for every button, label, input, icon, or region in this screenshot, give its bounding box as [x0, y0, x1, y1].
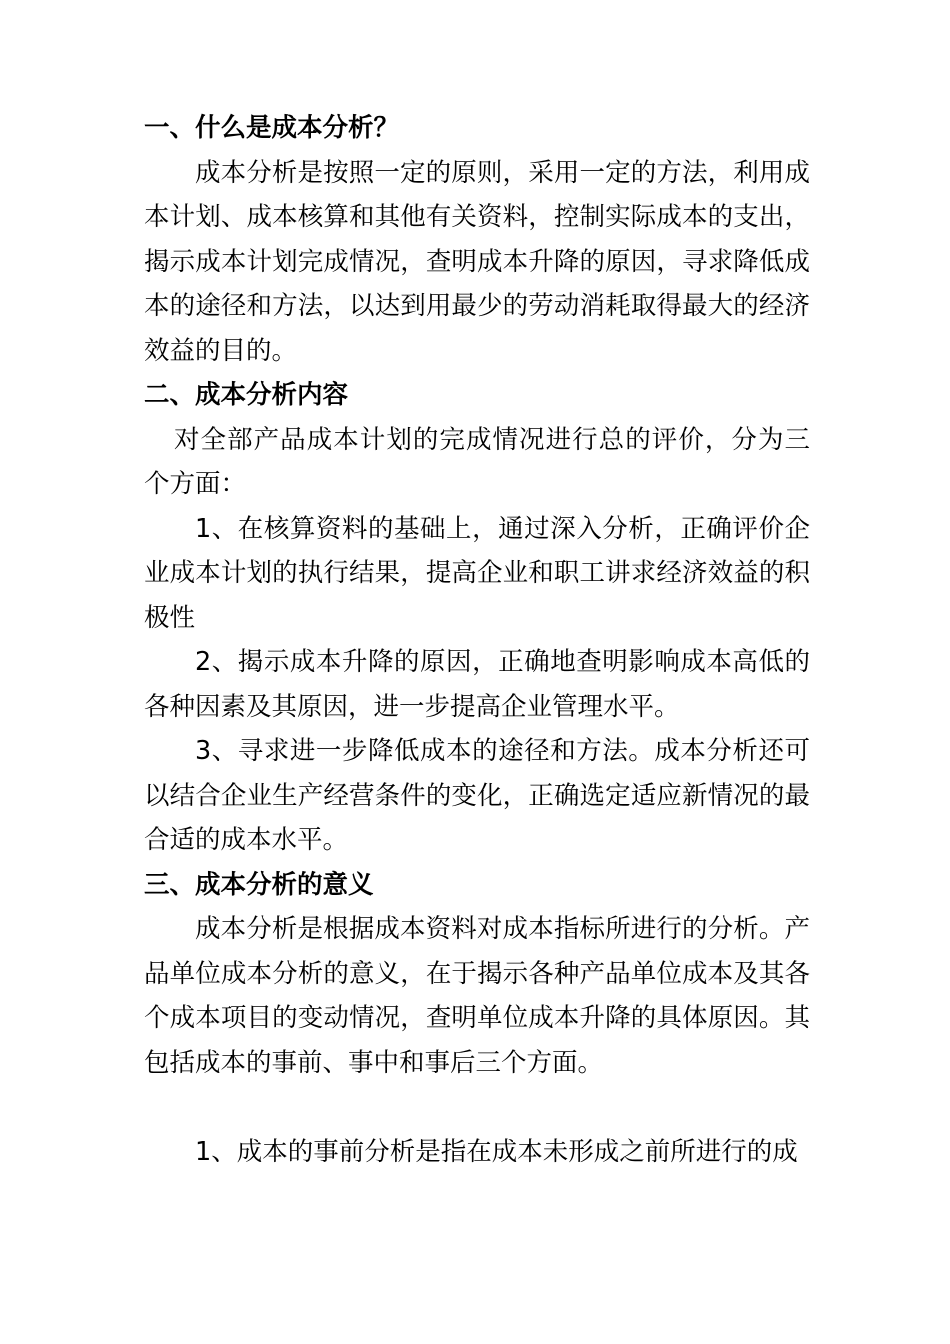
- list-item-1: 1、在核算资料的基础上，通过深入分析，正确评价企业成本计划的执行结果，提高企业和职工讲求经济效益的积极性: [144, 513, 810, 633]
- section-heading-significance: 三、成本分析的意义: [144, 869, 374, 900]
- paragraph-overview: 对全部产品成本计划的完成情况进行总的评价，分为三个方面：: [144, 424, 810, 499]
- blank-line: [144, 1085, 810, 1130]
- paragraph-significance: 成本分析是根据成本资料对成本指标所进行的分析。产品单位成本分析的意义，在于揭示各种产品单位成本及其各个成本项目的变动情况，查明单位成本升降的具体原因。其包括成本的事前、事中和事后三个方面。: [144, 914, 810, 1078]
- section-heading-content: 二、成本分析内容: [144, 380, 349, 410]
- document-body: [144, 106, 810, 1174]
- list-item-2: 2、揭示成本升降的原因，正确地查明影响成本高低的各种因素及其原因，进一步提高企业管理水平。: [144, 647, 810, 722]
- list-item-pre-analysis: 1、成本的事前分析是指在成本未形成之前所进行的成: [195, 1136, 798, 1167]
- list-item-3: 3、寻求进一步降低成本的途径和方法。成本分析还可以结合企业生产经营条件的变化，正确选定适应新情况的最合适的成本水平。: [144, 736, 810, 855]
- paragraph-definition: 成本分析是按照一定的原则，采用一定的方法，利用成本计划、成本核算和其他有关资料，控制实际成本的支出，揭示成本计划完成情况，查明成本升降的原因，寻求降低成本的途径和方法，以达到用最少的劳动消耗取得最大的经济效益的目的。: [144, 157, 810, 366]
- section-heading-what-is-cost-analysis: 一、什么是成本分析？: [144, 113, 400, 143]
